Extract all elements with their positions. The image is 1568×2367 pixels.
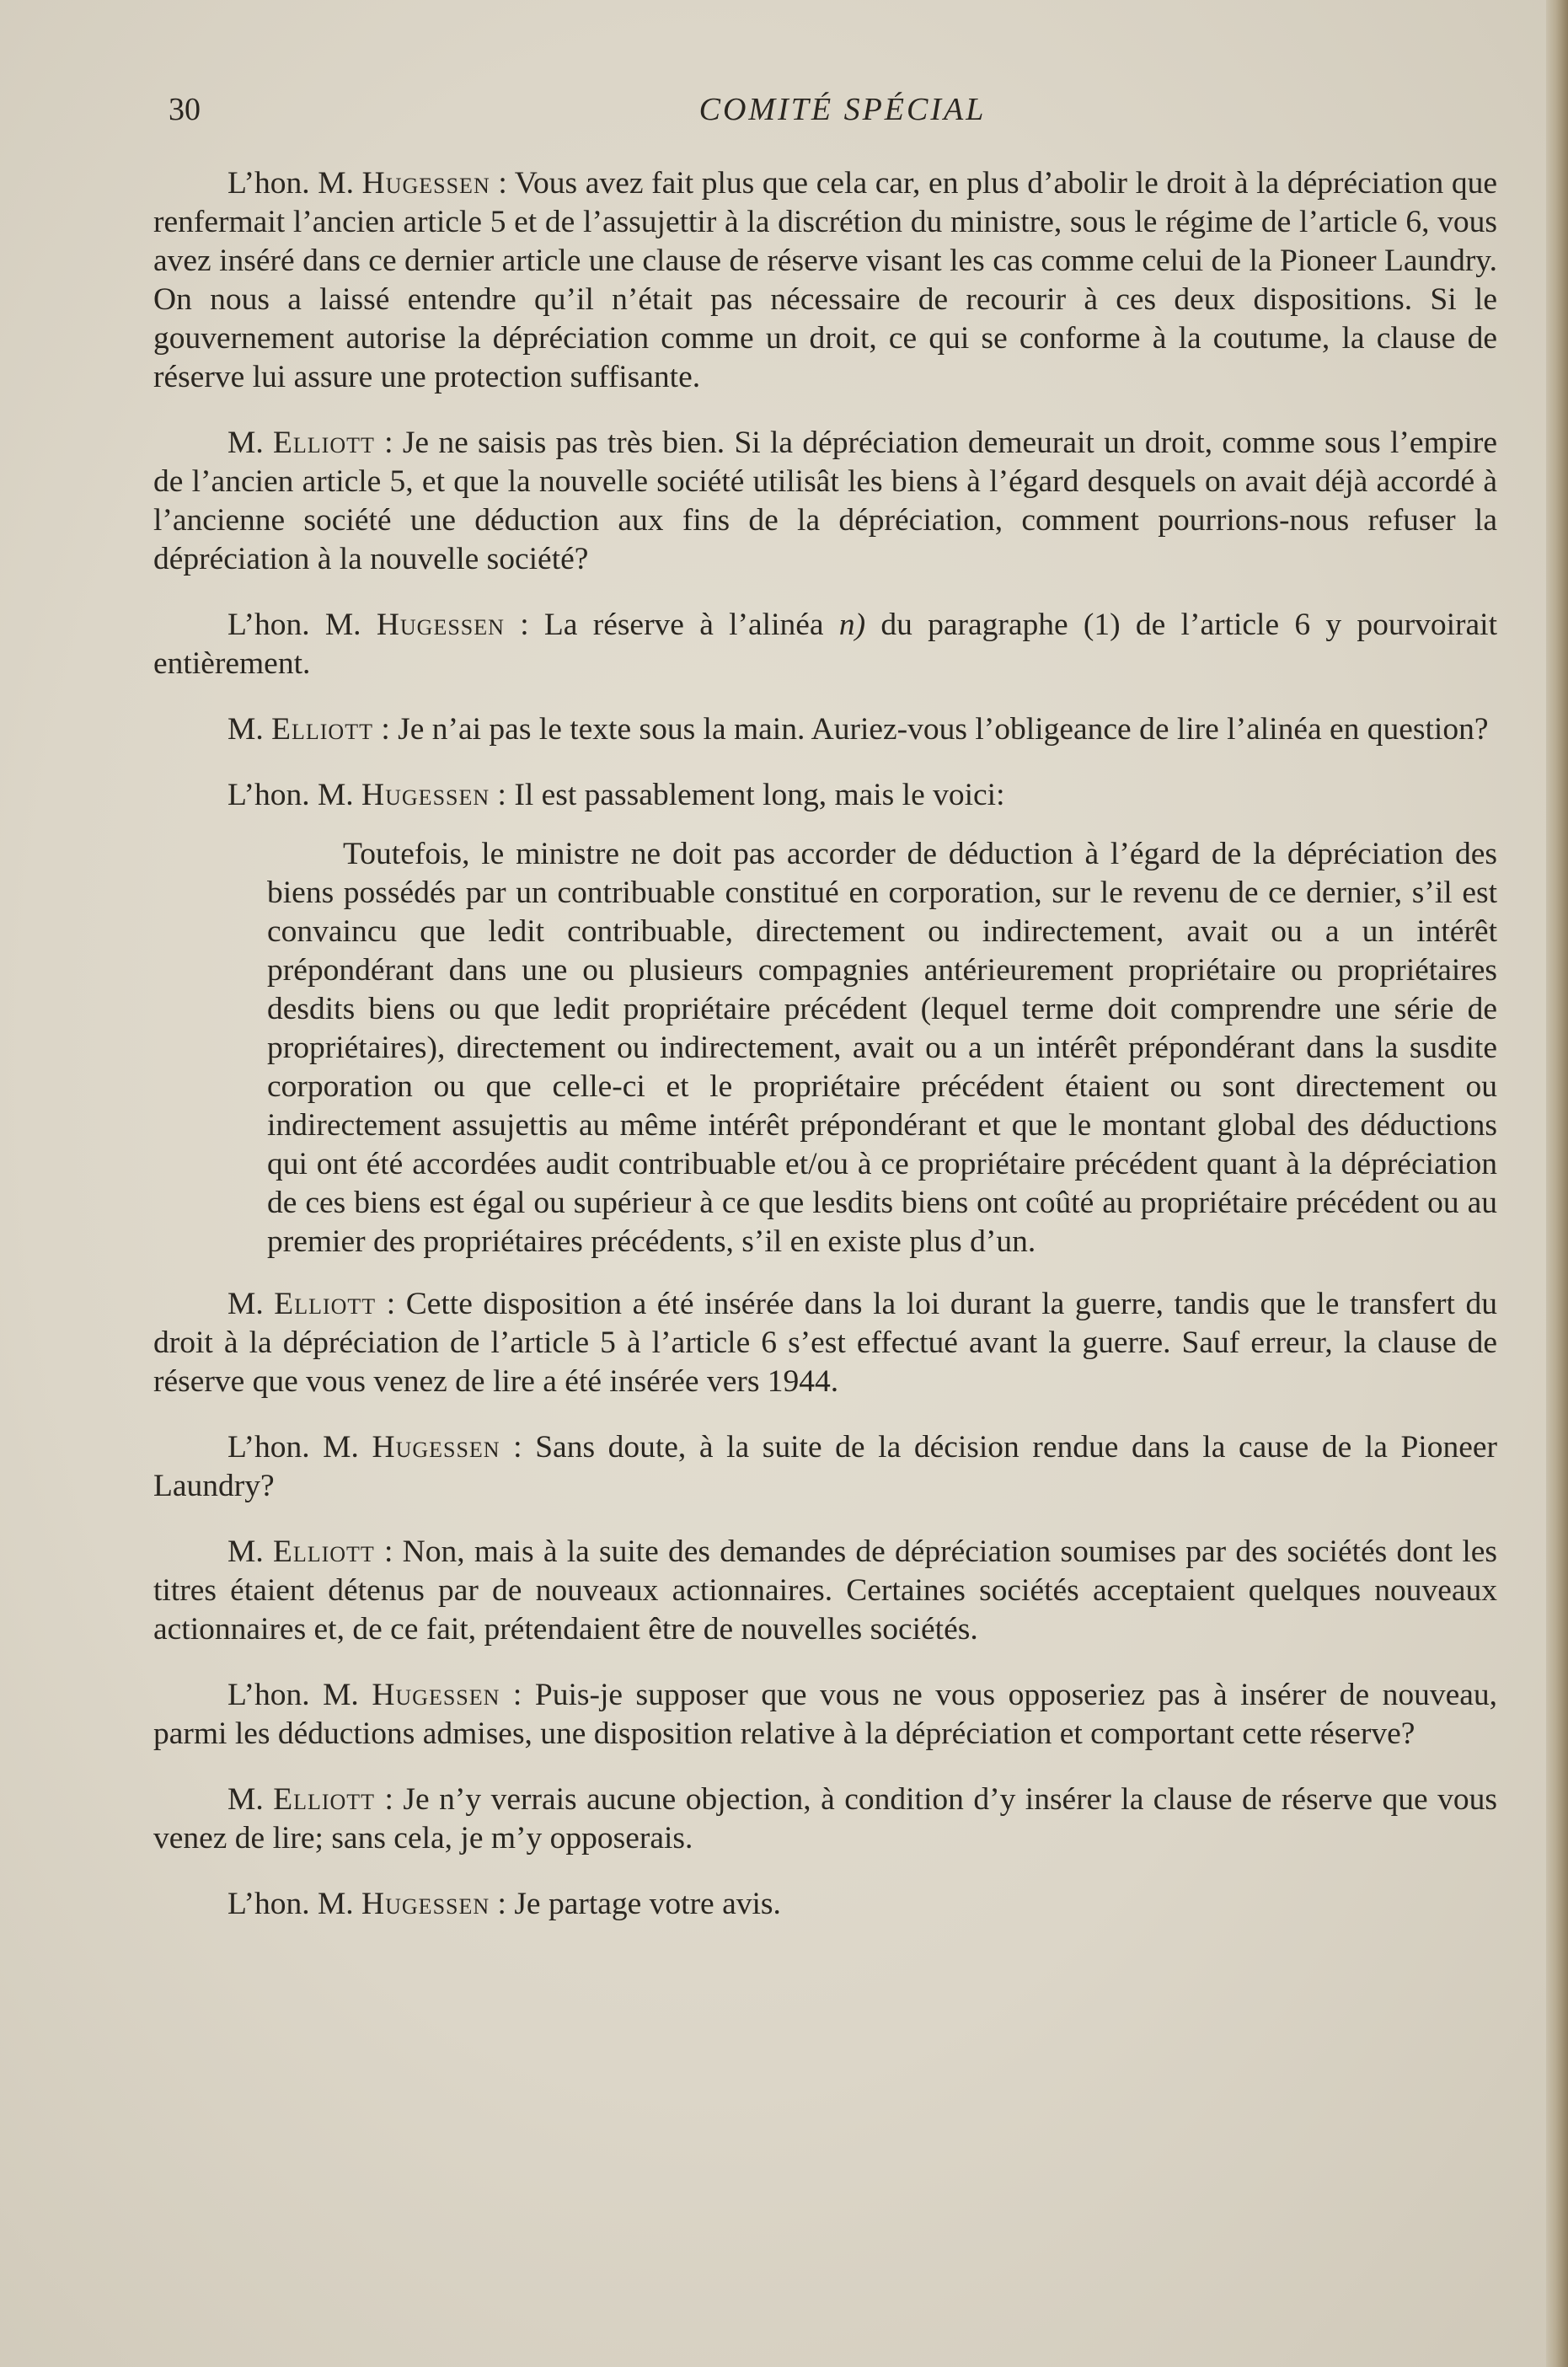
speaker-prefix: M.	[227, 426, 273, 460]
speaker-name: Hugessen	[376, 608, 505, 642]
page-number: 30	[169, 92, 201, 127]
paragraph-text: Non, mais à la suite des demandes de dépréciation soumises par des sociétés dont les titres étaient détenus par de nouveaux actionnaires. Certaines sociétés acceptaient quelques nouveaux actionnaires et, de ce fait, prétendaient être de nouvelles sociétés.	[153, 1534, 1497, 1647]
paragraph-text: Sans doute, à la suite de la décision rendue dans la cause de la Pioneer Laundry?	[153, 1430, 1498, 1503]
paragraph-text: du paragraphe (1) de l’article 6 y pourvoirait entièrement.	[153, 608, 1498, 681]
speaker-prefix: L’hon. M.	[227, 778, 362, 812]
speaker-prefix: L’hon. M.	[227, 1678, 372, 1712]
paragraph-elliott-4	[153, 1533, 1497, 1649]
paragraph-text: Cette disposition a été insérée dans la loi durant la guerre, tandis que le transfert du droit à la dépréciation de l’article 5 à l’article 6 s’est effectué avant la guerre. Sauf erreur, la clause de réserve que vous venez de lire a été insérée vers 1944.	[153, 1287, 1497, 1399]
speaker-separator: :	[490, 166, 515, 201]
page-edge	[1546, 0, 1568, 2367]
speaker-name: Hugessen	[361, 166, 490, 201]
transcript-body	[153, 164, 1497, 1951]
speaker-name: Elliott	[273, 426, 375, 460]
speaker-separator: :	[500, 1678, 535, 1712]
speaker-name: Hugessen	[361, 778, 490, 812]
paragraph-text: Je ne saisis pas très bien. Si la dépréciation demeurait un droit, comme sous l’empire de l’ancien article 5, et que la nouvelle société utilisât les biens à l’égard desquels on avait déjà accordé à l’ancienne société une déduction aux fins de la dépréciation, comment pourrions-nous refuser la dépréciation à la nouvelle société?	[153, 426, 1497, 576]
paragraph-hugessen-5	[153, 1676, 1497, 1754]
speaker-name: Elliott	[274, 1287, 377, 1321]
paragraph-hugessen-2	[153, 606, 1497, 683]
speaker-prefix: M.	[227, 1534, 273, 1569]
speaker-prefix: L’hon. M.	[227, 166, 362, 201]
paragraph-text: Je partage votre avis.	[514, 1887, 781, 1921]
speaker-separator: :	[376, 1287, 406, 1321]
speaker-separator: :	[375, 1782, 404, 1817]
paragraph-hugessen-6	[153, 1885, 1497, 1924]
speaker-name: Hugessen	[361, 1887, 490, 1921]
speaker-prefix: M.	[227, 1782, 274, 1817]
speaker-separator: :	[490, 778, 515, 812]
paragraph-elliott-1	[153, 424, 1497, 579]
paragraph-elliott-3	[153, 1285, 1497, 1401]
speaker-name: Elliott	[273, 1782, 376, 1817]
running-title: COMITÉ SPÉCIAL	[698, 92, 987, 127]
speaker-prefix: L’hon. M.	[227, 608, 377, 642]
paragraph-text: Je n’ai pas le texte sous la main. Auriez-vous l’obligeance de lire l’alinéa en question?	[398, 712, 1489, 747]
paragraph-text: La réserve à l’alinéa	[543, 608, 839, 642]
speaker-separator: :	[374, 426, 403, 460]
paragraph-hugessen-4	[153, 1428, 1497, 1506]
speaker-name: Hugessen	[372, 1678, 500, 1712]
page-header	[160, 84, 1474, 135]
paragraph-text-italic: n)	[838, 608, 866, 642]
paragraph-text: Je n’y verrais aucune objection, à condition d’y insérer la clause de réserve que vous venez de lire; sans cela, je m’y opposerais.	[153, 1782, 1498, 1856]
paragraph-text: Il est passablement long, mais le voici:	[514, 778, 1005, 812]
speaker-prefix: M.	[227, 712, 272, 747]
quoted-provision: Toutefois, le ministre ne doit pas accorder de déduction à l’égard de la dépréciation des biens possédés par un contribuable constitué en corporation, sur le revenu de ce dernier, s’il est convaincu que ledit contribuable, directement ou indirectement, avait ou a un intérêt prépondérant dans une ou plusieurs compagnies antérieurement propriétaire ou propriétaires desdits biens ou que ledit propriétaire précédent (lequel terme doit comprendre une série de propriétaires), directement ou indirectement, avait ou a un intérêt prépondérant dans la susdite corporation ou que celle-ci et le propriétaire précédent étaient ou sont directement ou indirectement assujettis au même intérêt prépondérant et que le montant global des déductions qui ont été accordées audit contribuable et/ou à ce propriétaire précédent quant à la dépréciation de ces biens est égal ou supérieur à ce que lesdits biens ont coûté au propriétaire précédent ou au premier des propriétaires précédents, s’il en existe plus d’un.	[267, 837, 1497, 1259]
paragraph-hugessen-1	[153, 164, 1497, 397]
speaker-prefix: M.	[227, 1287, 275, 1321]
speaker-prefix: L’hon. M.	[227, 1887, 362, 1921]
speaker-separator: :	[374, 1534, 403, 1569]
speaker-separator: :	[500, 1430, 536, 1465]
speaker-name: Elliott	[271, 712, 373, 747]
speaker-separator: :	[372, 712, 399, 747]
speaker-separator: :	[490, 1887, 515, 1921]
speaker-name: Elliott	[272, 1534, 375, 1569]
paragraph-elliott-2	[153, 710, 1497, 749]
speaker-name: Hugessen	[372, 1430, 500, 1465]
paragraph-text: Puis-je supposer que vous ne vous opposeriez pas à insérer de nouveau, parmi les déductions admises, une disposition relative à la dépréciation et comportant cette réserve?	[153, 1678, 1498, 1751]
speaker-separator: :	[504, 608, 544, 642]
paragraph-elliott-5	[153, 1781, 1497, 1858]
paragraph-text: Vous avez fait plus que cela car, en plus d’abolir le droit à la dépréciation que renfermait l’ancien article 5 et de l’assujettir à la discrétion du ministre, sous le régime de l’article 6, vous avez inséré dans ce dernier article une clause de réserve visant les cas comme celui de la Pioneer Laundry. On nous a laissé entendre qu’il n’était pas nécessaire de recourir à ces deux dispositions. Si le gouvernement autorise la dépréciation comme un droit, ce qui se conforme à la coutume, la clause de réserve lui assure une protection suffisante.	[153, 166, 1498, 394]
speaker-prefix: L’hon. M.	[227, 1430, 372, 1465]
paragraph-hugessen-3	[153, 776, 1497, 815]
